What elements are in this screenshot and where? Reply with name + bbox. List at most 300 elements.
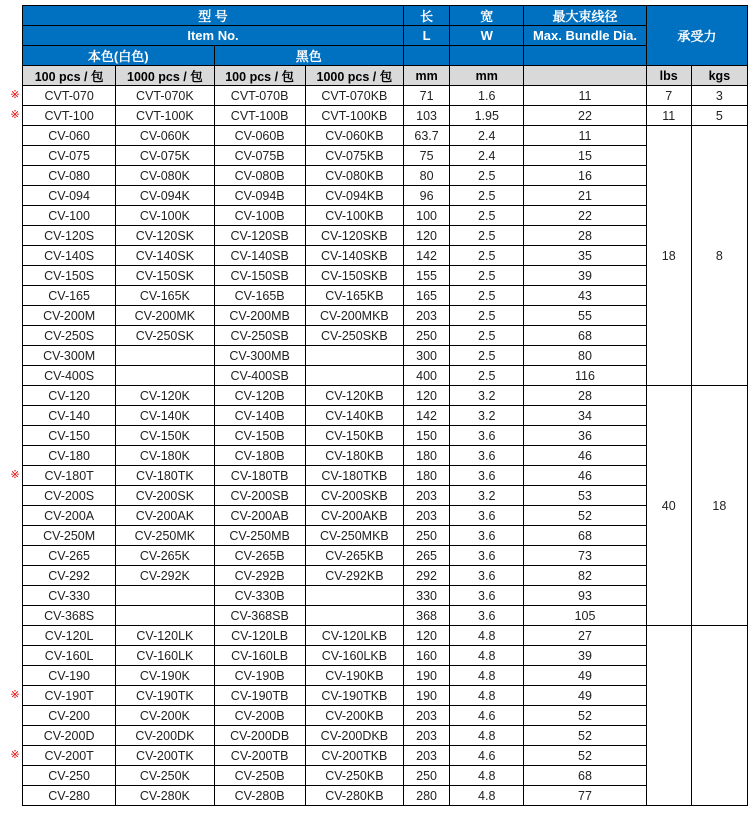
black-100-cell: CV-100B	[214, 206, 305, 226]
bundle-dia-cell: 68	[524, 766, 646, 786]
bundle-dia-cell: 39	[524, 266, 646, 286]
natural-100-cell: CV-100	[23, 206, 116, 226]
table-row	[23, 406, 748, 426]
natural-100-cell: CV-180	[23, 446, 116, 466]
table-body	[23, 6, 748, 806]
length-cell: 280	[404, 786, 450, 806]
bundle-dia-cell: 52	[524, 706, 646, 726]
black-1000-cell: CV-120LKB	[305, 626, 403, 646]
bundle-dia-cell: 52	[524, 746, 646, 766]
table-row	[23, 606, 748, 626]
natural-1000-cell: CV-080K	[116, 166, 214, 186]
natural-1000-cell	[116, 366, 214, 386]
length-cell: 142	[404, 246, 450, 266]
natural-100-cell: CV-400S	[23, 366, 116, 386]
black-100-cell: CV-250B	[214, 766, 305, 786]
pack1000-natural-header: 1000 pcs / 包	[116, 66, 214, 86]
natural-1000-cell: CV-200TK	[116, 746, 214, 766]
black-1000-cell: CV-150KB	[305, 426, 403, 446]
width-cell: 3.6	[450, 586, 524, 606]
length-cell: 63.7	[404, 126, 450, 146]
natural-1000-cell: CV-060K	[116, 126, 214, 146]
bundle-dia-cell: 39	[524, 646, 646, 666]
natural-1000-cell: CV-200AK	[116, 506, 214, 526]
length-cell: 330	[404, 586, 450, 606]
natural-1000-cell: CV-075K	[116, 146, 214, 166]
natural-color-header: 本色(白色)	[23, 46, 215, 66]
black-1000-cell: CV-280KB	[305, 786, 403, 806]
width-cell: 4.8	[450, 686, 524, 706]
tensile-header: 承受力	[646, 6, 747, 66]
width-cell: 3.6	[450, 446, 524, 466]
bundle-header: 最大束线径	[524, 6, 646, 26]
table-row	[23, 246, 748, 266]
natural-1000-cell: CV-200MK	[116, 306, 214, 326]
length-cell: 142	[404, 406, 450, 426]
black-1000-cell: CV-190KB	[305, 666, 403, 686]
length-cell: 400	[404, 366, 450, 386]
black-100-cell: CV-265B	[214, 546, 305, 566]
bundle-dia-cell: 73	[524, 546, 646, 566]
natural-100-cell: CV-160L	[23, 646, 116, 666]
natural-1000-cell: CV-200K	[116, 706, 214, 726]
length-cell: 150	[404, 426, 450, 446]
length-cell: 203	[404, 726, 450, 746]
width-cell: 4.6	[450, 746, 524, 766]
black-1000-cell: CV-100KB	[305, 206, 403, 226]
width-cell: 4.8	[450, 626, 524, 646]
black-1000-cell: CV-200MKB	[305, 306, 403, 326]
black-100-cell: CV-080B	[214, 166, 305, 186]
bundle-dia-cell: 35	[524, 246, 646, 266]
natural-1000-cell	[116, 606, 214, 626]
length-cell: 203	[404, 706, 450, 726]
length-cell: 203	[404, 486, 450, 506]
width-cell: 2.5	[450, 206, 524, 226]
natural-1000-cell: CV-265K	[116, 546, 214, 566]
natural-1000-cell: CV-120SK	[116, 226, 214, 246]
black-100-cell: CV-250MB	[214, 526, 305, 546]
bundle-dia-cell: 68	[524, 326, 646, 346]
natural-100-cell: CV-190T	[23, 686, 116, 706]
bundle-dia-cell: 28	[524, 226, 646, 246]
table-row	[23, 166, 748, 186]
black-100-cell: CV-120LB	[214, 626, 305, 646]
width-unit-header: mm	[450, 66, 524, 86]
width-cell: 4.6	[450, 706, 524, 726]
black-100-cell: CV-400SB	[214, 366, 305, 386]
natural-1000-cell: CV-150SK	[116, 266, 214, 286]
natural-1000-cell: CV-140SK	[116, 246, 214, 266]
length-cell: 120	[404, 626, 450, 646]
bundle-dia-cell: 93	[524, 586, 646, 606]
table-row	[23, 746, 748, 766]
length-cell: 203	[404, 746, 450, 766]
black-100-cell: CV-120B	[214, 386, 305, 406]
table-row	[23, 626, 748, 646]
black-100-cell: CV-150B	[214, 426, 305, 446]
natural-100-cell: CV-200M	[23, 306, 116, 326]
kgs-strength-cell: 3	[691, 86, 747, 106]
natural-1000-cell: CV-150K	[116, 426, 214, 446]
natural-100-cell: CV-250S	[23, 326, 116, 346]
bundle-dia-cell: 49	[524, 686, 646, 706]
table-row	[23, 226, 748, 246]
natural-1000-cell: CV-292K	[116, 566, 214, 586]
bundle-dia-cell: 80	[524, 346, 646, 366]
natural-100-cell: CV-120S	[23, 226, 116, 246]
table-row	[23, 426, 748, 446]
kgs-strength-cell: 18	[691, 386, 747, 626]
table-row	[23, 666, 748, 686]
bundle-dia-cell: 22	[524, 106, 646, 126]
reference-mark-column	[0, 0, 22, 814]
natural-1000-cell: CV-120K	[116, 386, 214, 406]
width-blank-header	[450, 46, 524, 66]
width-cell: 3.2	[450, 386, 524, 406]
black-100-cell: CV-140B	[214, 406, 305, 426]
table-row	[23, 786, 748, 806]
reference-mark: ※	[10, 88, 20, 101]
header-row-color	[23, 46, 748, 66]
natural-1000-cell: CV-160LK	[116, 646, 214, 666]
length-cell: 155	[404, 266, 450, 286]
black-100-cell: CV-200DB	[214, 726, 305, 746]
length-unit-header: mm	[404, 66, 450, 86]
black-100-cell: CV-150SB	[214, 266, 305, 286]
bundle-dia-cell: 43	[524, 286, 646, 306]
table-row	[23, 266, 748, 286]
reference-mark: ※	[10, 748, 20, 761]
length-cell: 160	[404, 646, 450, 666]
length-blank-header	[404, 46, 450, 66]
length-cell: 250	[404, 766, 450, 786]
table-row	[23, 146, 748, 166]
bundle-dia-cell: 53	[524, 486, 646, 506]
natural-100-cell: CV-094	[23, 186, 116, 206]
black-1000-cell: CV-180TKB	[305, 466, 403, 486]
width-code-header: W	[450, 26, 524, 46]
natural-1000-cell: CV-120LK	[116, 626, 214, 646]
table-row	[23, 106, 748, 126]
natural-100-cell: CV-250	[23, 766, 116, 786]
width-cell: 2.5	[450, 346, 524, 366]
natural-100-cell: CV-180T	[23, 466, 116, 486]
lbs-strength-cell: 7	[646, 86, 691, 106]
natural-1000-cell: CV-094K	[116, 186, 214, 206]
table-row	[23, 446, 748, 466]
natural-100-cell: CV-150S	[23, 266, 116, 286]
black-100-cell: CV-160LB	[214, 646, 305, 666]
black-1000-cell: CV-200KB	[305, 706, 403, 726]
pack1000-black-header: 1000 pcs / 包	[305, 66, 403, 86]
width-cell: 3.6	[450, 506, 524, 526]
header-row-en	[23, 26, 748, 46]
length-cell: 250	[404, 526, 450, 546]
black-100-cell: CV-200TB	[214, 746, 305, 766]
bundle-dia-cell: 22	[524, 206, 646, 226]
table-row	[23, 286, 748, 306]
black-100-cell: CV-250SB	[214, 326, 305, 346]
bundle-dia-cell: 52	[524, 726, 646, 746]
black-1000-cell: CV-292KB	[305, 566, 403, 586]
length-cell: 300	[404, 346, 450, 366]
bundle-dia-cell: 52	[524, 506, 646, 526]
natural-100-cell: CV-120	[23, 386, 116, 406]
width-cell: 4.8	[450, 766, 524, 786]
bundle-dia-cell: 21	[524, 186, 646, 206]
table-row	[23, 546, 748, 566]
length-cell: 250	[404, 326, 450, 346]
natural-100-cell: CV-265	[23, 546, 116, 566]
width-cell: 3.6	[450, 426, 524, 446]
black-100-cell: CV-200SB	[214, 486, 305, 506]
black-1000-cell: CV-080KB	[305, 166, 403, 186]
natural-100-cell: CVT-100	[23, 106, 116, 126]
length-cell: 190	[404, 666, 450, 686]
natural-100-cell: CV-368S	[23, 606, 116, 626]
table-row	[23, 586, 748, 606]
lbs-strength-cell	[646, 626, 691, 806]
natural-1000-cell: CV-200DK	[116, 726, 214, 746]
bundle-dia-cell: 36	[524, 426, 646, 446]
lbs-strength-cell: 40	[646, 386, 691, 626]
natural-100-cell: CVT-070	[23, 86, 116, 106]
bundle-dia-cell: 15	[524, 146, 646, 166]
width-cell: 3.6	[450, 466, 524, 486]
table-row	[23, 646, 748, 666]
black-100-cell: CV-120SB	[214, 226, 305, 246]
natural-100-cell: CV-330	[23, 586, 116, 606]
black-100-cell: CVT-100B	[214, 106, 305, 126]
table-row	[23, 706, 748, 726]
natural-100-cell: CV-200D	[23, 726, 116, 746]
kgs-strength-cell	[691, 626, 747, 806]
bundle-dia-cell: 34	[524, 406, 646, 426]
black-1000-cell: CVT-100KB	[305, 106, 403, 126]
black-1000-cell: CV-075KB	[305, 146, 403, 166]
black-100-cell: CV-292B	[214, 566, 305, 586]
width-cell: 4.8	[450, 666, 524, 686]
black-1000-cell	[305, 586, 403, 606]
length-cell: 368	[404, 606, 450, 626]
black-color-header: 黑色	[214, 46, 404, 66]
lbs-unit-header: lbs	[646, 66, 691, 86]
black-1000-cell: CV-180KB	[305, 446, 403, 466]
width-cell: 2.5	[450, 186, 524, 206]
black-1000-cell: CV-250SKB	[305, 326, 403, 346]
black-1000-cell: CV-060KB	[305, 126, 403, 146]
width-cell: 2.4	[450, 126, 524, 146]
black-1000-cell: CV-265KB	[305, 546, 403, 566]
black-1000-cell: CV-094KB	[305, 186, 403, 206]
natural-100-cell: CV-150	[23, 426, 116, 446]
natural-1000-cell: CV-200SK	[116, 486, 214, 506]
black-100-cell: CV-060B	[214, 126, 305, 146]
natural-1000-cell: CVT-070K	[116, 86, 214, 106]
width-cell: 2.4	[450, 146, 524, 166]
table-row	[23, 346, 748, 366]
length-cell: 203	[404, 506, 450, 526]
black-100-cell: CV-368SB	[214, 606, 305, 626]
item-no-header: Item No.	[23, 26, 404, 46]
natural-100-cell: CV-280	[23, 786, 116, 806]
black-100-cell: CV-165B	[214, 286, 305, 306]
length-cell: 180	[404, 466, 450, 486]
natural-100-cell: CV-140S	[23, 246, 116, 266]
black-1000-cell: CV-200DKB	[305, 726, 403, 746]
natural-100-cell: CV-300M	[23, 346, 116, 366]
width-cell: 2.5	[450, 246, 524, 266]
length-cell: 180	[404, 446, 450, 466]
natural-100-cell: CV-080	[23, 166, 116, 186]
black-100-cell: CV-200AB	[214, 506, 305, 526]
black-100-cell: CV-330B	[214, 586, 305, 606]
black-100-cell: CVT-070B	[214, 86, 305, 106]
black-100-cell: CV-094B	[214, 186, 305, 206]
reference-mark: ※	[10, 468, 20, 481]
black-100-cell: CV-180B	[214, 446, 305, 466]
natural-100-cell: CV-200	[23, 706, 116, 726]
natural-1000-cell: CV-280K	[116, 786, 214, 806]
black-100-cell: CV-280B	[214, 786, 305, 806]
natural-100-cell: CV-200T	[23, 746, 116, 766]
black-1000-cell	[305, 366, 403, 386]
width-cell: 3.6	[450, 546, 524, 566]
length-cell: 100	[404, 206, 450, 226]
natural-1000-cell: CV-190TK	[116, 686, 214, 706]
table-row	[23, 86, 748, 106]
width-cell: 2.5	[450, 166, 524, 186]
length-cell: 203	[404, 306, 450, 326]
black-100-cell: CV-180TB	[214, 466, 305, 486]
length-cell: 103	[404, 106, 450, 126]
width-header: 宽	[450, 6, 524, 26]
black-1000-cell: CV-160LKB	[305, 646, 403, 666]
natural-1000-cell: CV-180K	[116, 446, 214, 466]
length-cell: 75	[404, 146, 450, 166]
natural-1000-cell: CVT-100K	[116, 106, 214, 126]
width-cell: 3.2	[450, 406, 524, 426]
pack100-natural-header: 100 pcs / 包	[23, 66, 116, 86]
width-cell: 2.5	[450, 266, 524, 286]
bundle-dia-cell: 11	[524, 86, 646, 106]
bundle-dia-cell: 46	[524, 446, 646, 466]
width-cell: 3.6	[450, 606, 524, 626]
length-cell: 292	[404, 566, 450, 586]
natural-100-cell: CV-292	[23, 566, 116, 586]
width-cell: 4.8	[450, 726, 524, 746]
natural-1000-cell: CV-250SK	[116, 326, 214, 346]
bundle-dia-cell: 11	[524, 126, 646, 146]
bundle-dia-cell: 16	[524, 166, 646, 186]
bundle-dia-cell: 116	[524, 366, 646, 386]
bundle-en-header: Max. Bundle Dia.	[524, 26, 646, 46]
black-1000-cell: CV-200SKB	[305, 486, 403, 506]
natural-1000-cell: CV-165K	[116, 286, 214, 306]
table-row	[23, 326, 748, 346]
black-1000-cell: CV-200AKB	[305, 506, 403, 526]
bundle-dia-cell: 28	[524, 386, 646, 406]
black-100-cell: CV-190TB	[214, 686, 305, 706]
reference-mark: ※	[10, 688, 20, 701]
length-header: 长	[404, 6, 450, 26]
black-1000-cell: CV-165KB	[305, 286, 403, 306]
pack100-black-header: 100 pcs / 包	[214, 66, 305, 86]
bundle-blank-header	[524, 46, 646, 66]
bundle-dia-cell: 105	[524, 606, 646, 626]
length-code-header: L	[404, 26, 450, 46]
natural-100-cell: CV-120L	[23, 626, 116, 646]
width-cell: 2.5	[450, 326, 524, 346]
bundle-dia-cell: 49	[524, 666, 646, 686]
table-row	[23, 466, 748, 486]
natural-100-cell: CV-165	[23, 286, 116, 306]
width-cell: 3.2	[450, 486, 524, 506]
width-cell: 2.5	[450, 226, 524, 246]
length-cell: 96	[404, 186, 450, 206]
length-cell: 120	[404, 226, 450, 246]
width-cell: 3.6	[450, 526, 524, 546]
length-cell: 71	[404, 86, 450, 106]
natural-1000-cell: CV-250MK	[116, 526, 214, 546]
table-row	[23, 486, 748, 506]
black-100-cell: CV-300MB	[214, 346, 305, 366]
table-row	[23, 686, 748, 706]
cable-tie-spec-table	[22, 5, 748, 806]
natural-100-cell: CV-250M	[23, 526, 116, 546]
header-row-cn	[23, 6, 748, 26]
black-1000-cell: CV-250KB	[305, 766, 403, 786]
width-cell: 2.5	[450, 306, 524, 326]
natural-100-cell: CV-075	[23, 146, 116, 166]
black-1000-cell: CV-120SKB	[305, 226, 403, 246]
black-100-cell: CV-190B	[214, 666, 305, 686]
table-row	[23, 186, 748, 206]
natural-1000-cell	[116, 346, 214, 366]
width-cell: 4.8	[450, 646, 524, 666]
bundle-dia-cell: 82	[524, 566, 646, 586]
natural-100-cell: CV-200A	[23, 506, 116, 526]
black-1000-cell: CV-140KB	[305, 406, 403, 426]
table-row	[23, 526, 748, 546]
width-cell: 1.6	[450, 86, 524, 106]
table-row	[23, 726, 748, 746]
width-cell: 4.8	[450, 786, 524, 806]
kgs-strength-cell: 5	[691, 106, 747, 126]
black-1000-cell: CV-140SKB	[305, 246, 403, 266]
model-header: 型 号	[23, 6, 404, 26]
black-1000-cell	[305, 346, 403, 366]
length-cell: 80	[404, 166, 450, 186]
black-1000-cell: CVT-070KB	[305, 86, 403, 106]
natural-1000-cell: CV-190K	[116, 666, 214, 686]
kgs-strength-cell: 8	[691, 126, 747, 386]
width-cell: 2.5	[450, 286, 524, 306]
black-1000-cell: CV-150SKB	[305, 266, 403, 286]
width-cell: 2.5	[450, 366, 524, 386]
table-row	[23, 506, 748, 526]
black-1000-cell: CV-120KB	[305, 386, 403, 406]
black-100-cell: CV-200MB	[214, 306, 305, 326]
natural-1000-cell: CV-100K	[116, 206, 214, 226]
natural-100-cell: CV-140	[23, 406, 116, 426]
bundle-dia-cell: 55	[524, 306, 646, 326]
length-cell: 120	[404, 386, 450, 406]
bundle-dia-cell: 46	[524, 466, 646, 486]
bundle-dia-cell: 77	[524, 786, 646, 806]
black-100-cell: CV-200B	[214, 706, 305, 726]
